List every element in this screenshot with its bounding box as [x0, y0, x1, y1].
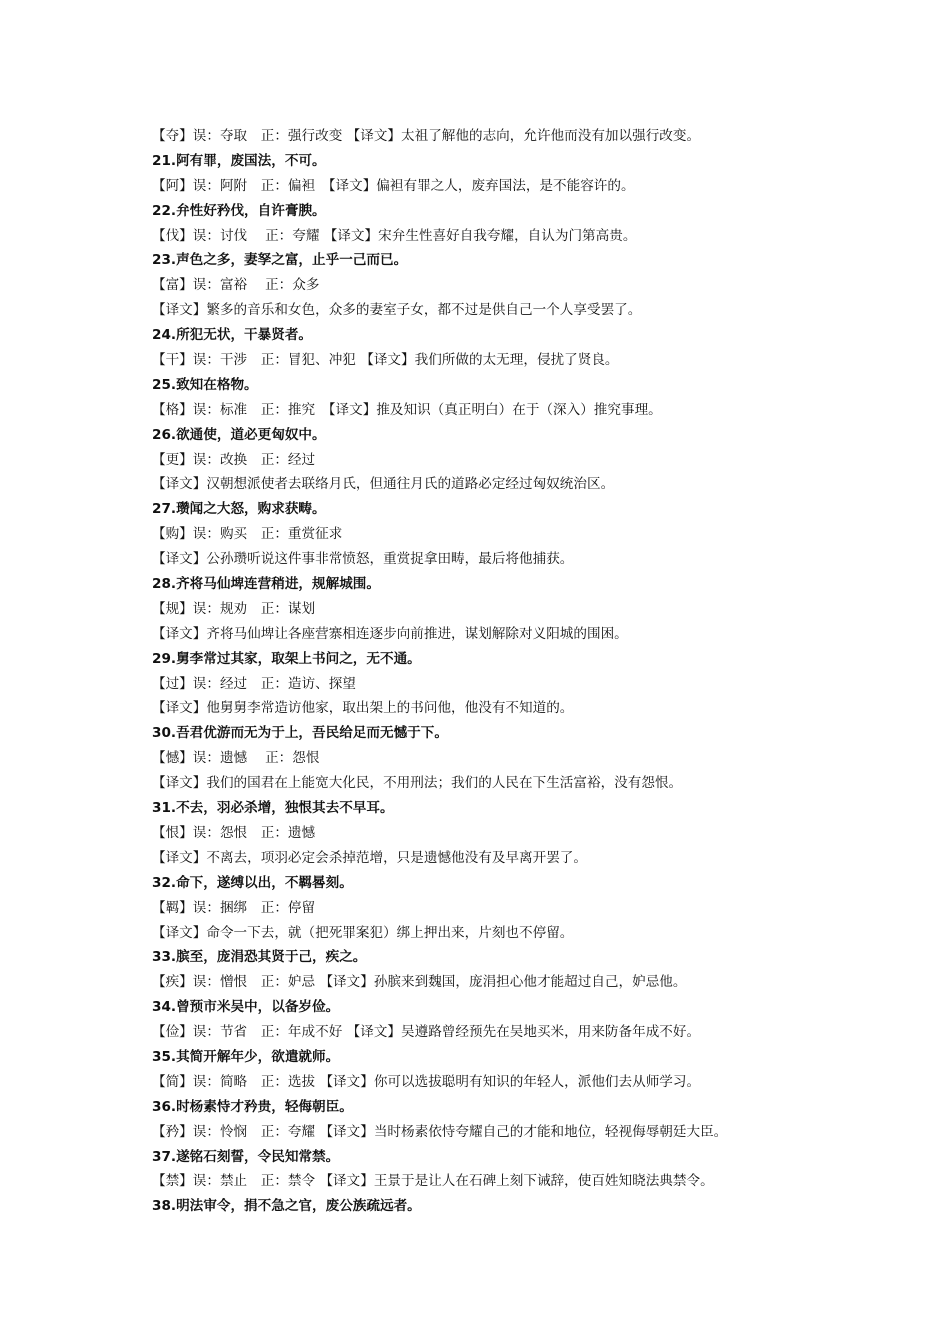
gloss-line: 【干】误：干涉 正：冒犯、冲犯 【译文】我们所做的太无理，侵扰了贤良。 — [152, 352, 619, 369]
gloss-line: 【格】误：标准 正：推究 【译文】推及知识（真正明白）在于（深入）推究事理。 — [152, 401, 662, 418]
gloss-line: 【疾】误：憎恨 正：妒忌 【译文】孙膑来到魏国，庞涓担心他才能超过自己，妒忌他。 — [152, 974, 687, 991]
sentence-heading: 22.弁性好矜伐，自许膏腴。 — [152, 202, 326, 219]
gloss-line: 【译文】他舅舅李常造访他家，取出架上的书问他，他没有不知道的。 — [152, 700, 574, 717]
sentence-heading: 25.致知在格物。 — [152, 376, 258, 393]
gloss-line: 【译文】不离去，项羽必定会杀掉范增，只是遗憾他没有及早离开罢了。 — [152, 849, 587, 866]
gloss-line: 【译文】繁多的音乐和女色，众多的妻室子女，都不过是供自己一个人享受罢了。 — [152, 302, 642, 319]
sentence-heading: 36.时杨素恃才矜贵，轻侮朝臣。 — [152, 1098, 353, 1115]
sentence-heading: 27.瓒闻之大怒，购求获畴。 — [152, 501, 326, 518]
document-body — [152, 124, 842, 1219]
sentence-heading: 33.膑至，庞涓恐其贤于己，疾之。 — [152, 949, 367, 966]
gloss-line: 【简】误：简略 正：选拔 【译文】你可以选拔聪明有知识的年轻人，派他们去从师学习。 — [152, 1073, 701, 1090]
sentence-heading: 23.声色之多，妻孥之富，止乎一己而已。 — [152, 252, 408, 269]
gloss-line: 【阿】误：阿附 正：偏袒 【译文】偏袒有罪之人，废弃国法，是不能容许的。 — [152, 177, 635, 194]
gloss-line: 【译文】齐将马仙埤让各座营寨相连逐步向前推进，谋划解除对义阳城的围困。 — [152, 625, 628, 642]
gloss-line: 【矜】误：怜悯 正：夸耀 【译文】当时杨素依恃夸耀自己的才能和地位，轻视侮辱朝廷大臣。 — [152, 1123, 728, 1140]
gloss-line: 【购】误：购买 正：重赏征求 — [152, 526, 343, 543]
sentence-heading: 24.所犯无状，干暴贤者。 — [152, 327, 313, 344]
gloss-line: 【羁】误：捆绑 正：停留 — [152, 899, 316, 916]
gloss-line: 【译文】公孙瓒听说这件事非常愤怒，重赏捉拿田畴，最后将他捕获。 — [152, 551, 574, 568]
sentence-heading: 28.齐将马仙埤连营稍进，规解城围。 — [152, 576, 380, 593]
gloss-line: 【更】误：改换 正：经过 — [152, 451, 316, 468]
gloss-line: 【富】误：富裕 正：众多 — [152, 277, 320, 294]
sentence-heading: 29.舅李常过其家，取架上书问之，无不通。 — [152, 650, 421, 667]
sentence-heading: 31.不去，羽必杀增，独恨其去不早耳。 — [152, 800, 394, 817]
gloss-line: 【译文】命令一下去，就（把死罪案犯）绑上押出来，片刻也不停留。 — [152, 924, 574, 941]
gloss-line: 【恨】误：怨恨 正：遗憾 — [152, 824, 316, 841]
gloss-line: 【过】误：经过 正：造访、探望 — [152, 675, 356, 692]
sentence-heading: 30.吾君优游而无为于上，吾民给足而无憾于下。 — [152, 725, 448, 742]
gloss-line: 【译文】我们的国君在上能宽大化民，不用刑法；我们的人民在下生活富裕，没有怨恨。 — [152, 775, 683, 792]
sentence-heading: 35.其简开解年少，欲遣就师。 — [152, 1048, 340, 1065]
sentence-heading: 32.命下，遂缚以出，不羁晷刻。 — [152, 874, 353, 891]
gloss-line: 【夺】误：夺取 正：强行改变 【译文】太祖了解他的志向，允许他而没有加以强行改变。 — [152, 128, 701, 144]
sentence-heading: 26.欲通使，道必更匈奴中。 — [152, 426, 326, 443]
gloss-line: 【禁】误：禁止 正：禁令 【译文】王景于是让人在石碑上刻下诫辞，使百姓知晓法典禁令。 — [152, 1173, 714, 1190]
gloss-line: 【憾】误：遗憾 正：怨恨 — [152, 750, 320, 767]
gloss-line: 【伐】误：讨伐 正：夸耀 【译文】宋弁生性喜好自我夸耀，自认为门第高贵。 — [152, 227, 637, 244]
sentence-heading: 37.遂铭石刻誓，令民知常禁。 — [152, 1148, 340, 1165]
sentence-heading: 21.阿有罪，废国法，不可。 — [152, 152, 326, 169]
gloss-line: 【规】误：规劝 正：谋划 — [152, 600, 316, 617]
gloss-line: 【俭】误：节省 正：年成不好 【译文】吴遵路曾经预先在吴地买米，用来防备年成不好。 — [152, 1024, 701, 1041]
gloss-line: 【译文】汉朝想派使者去联络月氏，但通往月氏的道路必定经过匈奴统治区。 — [152, 476, 615, 493]
sentence-heading: 34.曾预市米吴中，以备岁俭。 — [152, 999, 340, 1016]
sentence-heading: 38.明法审令，捐不急之官，废公族疏远者。 — [152, 1198, 421, 1215]
